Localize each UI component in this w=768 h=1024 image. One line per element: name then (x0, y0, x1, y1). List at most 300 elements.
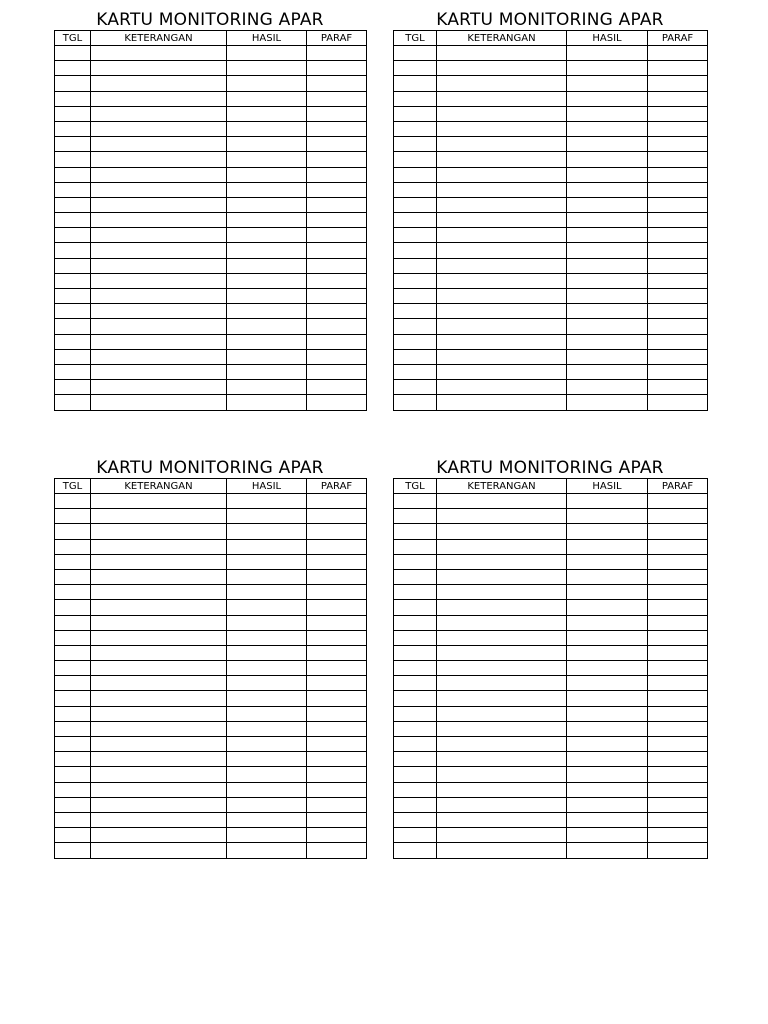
cell-hasil[interactable] (567, 539, 648, 554)
cell-hasil[interactable] (227, 213, 307, 228)
cell-paraf[interactable] (648, 585, 708, 600)
cell-hasil[interactable] (567, 91, 648, 106)
cell-hasil[interactable] (567, 121, 648, 136)
cell-paraf[interactable] (307, 304, 367, 319)
cell-tgl[interactable] (394, 121, 437, 136)
cell-keterangan[interactable] (91, 319, 227, 334)
cell-paraf[interactable] (307, 91, 367, 106)
cell-paraf[interactable] (648, 554, 708, 569)
cell-hasil[interactable] (227, 152, 307, 167)
cell-keterangan[interactable] (91, 106, 227, 121)
cell-hasil[interactable] (227, 228, 307, 243)
cell-paraf[interactable] (648, 661, 708, 676)
cell-paraf[interactable] (648, 258, 708, 273)
cell-hasil[interactable] (227, 395, 307, 410)
cell-tgl[interactable] (394, 645, 437, 660)
cell-keterangan[interactable] (437, 46, 567, 61)
cell-paraf[interactable] (307, 843, 367, 858)
cell-paraf[interactable] (648, 691, 708, 706)
cell-paraf[interactable] (307, 539, 367, 554)
cell-paraf[interactable] (648, 228, 708, 243)
cell-hasil[interactable] (567, 737, 648, 752)
cell-keterangan[interactable] (437, 661, 567, 676)
cell-tgl[interactable] (55, 61, 91, 76)
cell-hasil[interactable] (567, 182, 648, 197)
cell-tgl[interactable] (55, 843, 91, 858)
cell-hasil[interactable] (227, 364, 307, 379)
cell-tgl[interactable] (394, 600, 437, 615)
cell-keterangan[interactable] (437, 228, 567, 243)
cell-keterangan[interactable] (437, 554, 567, 569)
cell-paraf[interactable] (307, 676, 367, 691)
cell-paraf[interactable] (648, 509, 708, 524)
cell-keterangan[interactable] (437, 676, 567, 691)
cell-paraf[interactable] (648, 524, 708, 539)
cell-tgl[interactable] (55, 273, 91, 288)
cell-tgl[interactable] (55, 828, 91, 843)
cell-hasil[interactable] (227, 304, 307, 319)
cell-hasil[interactable] (227, 585, 307, 600)
cell-paraf[interactable] (648, 828, 708, 843)
cell-paraf[interactable] (307, 349, 367, 364)
cell-paraf[interactable] (648, 167, 708, 182)
cell-keterangan[interactable] (437, 91, 567, 106)
cell-paraf[interactable] (307, 554, 367, 569)
cell-keterangan[interactable] (91, 676, 227, 691)
cell-hasil[interactable] (567, 645, 648, 660)
cell-tgl[interactable] (394, 585, 437, 600)
cell-hasil[interactable] (567, 767, 648, 782)
cell-hasil[interactable] (227, 676, 307, 691)
cell-hasil[interactable] (227, 797, 307, 812)
cell-tgl[interactable] (394, 691, 437, 706)
cell-tgl[interactable] (394, 364, 437, 379)
cell-keterangan[interactable] (91, 289, 227, 304)
cell-tgl[interactable] (394, 258, 437, 273)
cell-tgl[interactable] (55, 630, 91, 645)
cell-keterangan[interactable] (437, 349, 567, 364)
cell-keterangan[interactable] (437, 524, 567, 539)
cell-paraf[interactable] (648, 843, 708, 858)
cell-hasil[interactable] (227, 721, 307, 736)
cell-paraf[interactable] (307, 600, 367, 615)
cell-hasil[interactable] (567, 630, 648, 645)
cell-keterangan[interactable] (91, 349, 227, 364)
cell-paraf[interactable] (648, 273, 708, 288)
cell-tgl[interactable] (394, 243, 437, 258)
cell-tgl[interactable] (394, 782, 437, 797)
cell-paraf[interactable] (307, 334, 367, 349)
cell-paraf[interactable] (307, 706, 367, 721)
cell-hasil[interactable] (227, 494, 307, 509)
cell-tgl[interactable] (55, 782, 91, 797)
cell-paraf[interactable] (648, 395, 708, 410)
cell-hasil[interactable] (567, 752, 648, 767)
cell-tgl[interactable] (394, 767, 437, 782)
cell-keterangan[interactable] (91, 569, 227, 584)
cell-paraf[interactable] (648, 304, 708, 319)
cell-hasil[interactable] (567, 106, 648, 121)
cell-keterangan[interactable] (437, 585, 567, 600)
cell-keterangan[interactable] (437, 721, 567, 736)
cell-keterangan[interactable] (91, 630, 227, 645)
cell-hasil[interactable] (567, 797, 648, 812)
cell-hasil[interactable] (227, 767, 307, 782)
cell-hasil[interactable] (567, 76, 648, 91)
cell-paraf[interactable] (648, 349, 708, 364)
cell-hasil[interactable] (567, 585, 648, 600)
cell-paraf[interactable] (307, 46, 367, 61)
cell-paraf[interactable] (307, 721, 367, 736)
cell-keterangan[interactable] (91, 767, 227, 782)
cell-keterangan[interactable] (91, 258, 227, 273)
cell-hasil[interactable] (567, 319, 648, 334)
cell-tgl[interactable] (55, 349, 91, 364)
cell-hasil[interactable] (567, 494, 648, 509)
cell-tgl[interactable] (394, 304, 437, 319)
cell-tgl[interactable] (55, 569, 91, 584)
cell-hasil[interactable] (227, 812, 307, 827)
cell-hasil[interactable] (567, 706, 648, 721)
cell-keterangan[interactable] (437, 752, 567, 767)
cell-tgl[interactable] (55, 585, 91, 600)
cell-paraf[interactable] (307, 661, 367, 676)
cell-hasil[interactable] (567, 676, 648, 691)
cell-hasil[interactable] (227, 539, 307, 554)
cell-keterangan[interactable] (91, 509, 227, 524)
cell-tgl[interactable] (55, 46, 91, 61)
cell-hasil[interactable] (227, 828, 307, 843)
cell-hasil[interactable] (227, 569, 307, 584)
cell-keterangan[interactable] (91, 76, 227, 91)
cell-hasil[interactable] (567, 691, 648, 706)
cell-hasil[interactable] (567, 569, 648, 584)
cell-tgl[interactable] (55, 600, 91, 615)
cell-hasil[interactable] (227, 645, 307, 660)
cell-tgl[interactable] (55, 494, 91, 509)
cell-tgl[interactable] (394, 812, 437, 827)
cell-keterangan[interactable] (91, 600, 227, 615)
cell-tgl[interactable] (394, 76, 437, 91)
cell-paraf[interactable] (648, 600, 708, 615)
cell-hasil[interactable] (567, 828, 648, 843)
cell-keterangan[interactable] (437, 843, 567, 858)
cell-tgl[interactable] (394, 509, 437, 524)
cell-keterangan[interactable] (91, 843, 227, 858)
cell-keterangan[interactable] (91, 304, 227, 319)
cell-hasil[interactable] (567, 600, 648, 615)
cell-paraf[interactable] (648, 137, 708, 152)
cell-paraf[interactable] (307, 273, 367, 288)
cell-paraf[interactable] (307, 152, 367, 167)
cell-keterangan[interactable] (91, 334, 227, 349)
cell-tgl[interactable] (55, 319, 91, 334)
cell-tgl[interactable] (55, 524, 91, 539)
cell-tgl[interactable] (394, 334, 437, 349)
cell-keterangan[interactable] (91, 273, 227, 288)
cell-keterangan[interactable] (91, 395, 227, 410)
cell-tgl[interactable] (394, 152, 437, 167)
cell-hasil[interactable] (227, 46, 307, 61)
cell-keterangan[interactable] (437, 494, 567, 509)
cell-tgl[interactable] (394, 539, 437, 554)
cell-keterangan[interactable] (437, 258, 567, 273)
cell-keterangan[interactable] (437, 273, 567, 288)
cell-keterangan[interactable] (437, 304, 567, 319)
cell-tgl[interactable] (55, 691, 91, 706)
cell-tgl[interactable] (394, 91, 437, 106)
cell-hasil[interactable] (227, 334, 307, 349)
cell-keterangan[interactable] (437, 615, 567, 630)
cell-hasil[interactable] (227, 509, 307, 524)
cell-tgl[interactable] (394, 273, 437, 288)
cell-hasil[interactable] (227, 167, 307, 182)
cell-hasil[interactable] (227, 258, 307, 273)
cell-tgl[interactable] (55, 676, 91, 691)
cell-paraf[interactable] (307, 76, 367, 91)
cell-keterangan[interactable] (437, 569, 567, 584)
cell-keterangan[interactable] (91, 91, 227, 106)
cell-keterangan[interactable] (437, 395, 567, 410)
cell-hasil[interactable] (567, 213, 648, 228)
cell-hasil[interactable] (227, 106, 307, 121)
cell-hasil[interactable] (227, 661, 307, 676)
cell-tgl[interactable] (55, 364, 91, 379)
cell-tgl[interactable] (55, 91, 91, 106)
cell-paraf[interactable] (648, 645, 708, 660)
cell-keterangan[interactable] (437, 213, 567, 228)
cell-tgl[interactable] (394, 843, 437, 858)
cell-tgl[interactable] (394, 494, 437, 509)
cell-hasil[interactable] (567, 152, 648, 167)
cell-paraf[interactable] (648, 630, 708, 645)
cell-paraf[interactable] (648, 737, 708, 752)
cell-tgl[interactable] (55, 243, 91, 258)
cell-hasil[interactable] (567, 721, 648, 736)
cell-tgl[interactable] (394, 46, 437, 61)
cell-tgl[interactable] (394, 828, 437, 843)
cell-paraf[interactable] (648, 364, 708, 379)
cell-keterangan[interactable] (91, 380, 227, 395)
cell-paraf[interactable] (648, 380, 708, 395)
cell-paraf[interactable] (307, 585, 367, 600)
cell-tgl[interactable] (394, 106, 437, 121)
cell-tgl[interactable] (55, 395, 91, 410)
cell-keterangan[interactable] (91, 182, 227, 197)
cell-paraf[interactable] (307, 167, 367, 182)
cell-paraf[interactable] (648, 615, 708, 630)
cell-tgl[interactable] (55, 258, 91, 273)
cell-paraf[interactable] (648, 676, 708, 691)
cell-paraf[interactable] (648, 76, 708, 91)
cell-tgl[interactable] (55, 289, 91, 304)
cell-hasil[interactable] (567, 137, 648, 152)
cell-tgl[interactable] (55, 334, 91, 349)
cell-keterangan[interactable] (91, 752, 227, 767)
cell-paraf[interactable] (648, 539, 708, 554)
cell-paraf[interactable] (648, 721, 708, 736)
cell-paraf[interactable] (307, 319, 367, 334)
cell-paraf[interactable] (307, 737, 367, 752)
cell-hasil[interactable] (227, 289, 307, 304)
cell-paraf[interactable] (307, 243, 367, 258)
cell-tgl[interactable] (55, 509, 91, 524)
cell-paraf[interactable] (648, 121, 708, 136)
cell-keterangan[interactable] (91, 554, 227, 569)
cell-hasil[interactable] (227, 197, 307, 212)
cell-keterangan[interactable] (91, 661, 227, 676)
cell-hasil[interactable] (567, 46, 648, 61)
cell-paraf[interactable] (307, 782, 367, 797)
cell-tgl[interactable] (394, 289, 437, 304)
cell-keterangan[interactable] (91, 137, 227, 152)
cell-paraf[interactable] (307, 289, 367, 304)
cell-paraf[interactable] (307, 61, 367, 76)
cell-tgl[interactable] (55, 182, 91, 197)
cell-keterangan[interactable] (437, 197, 567, 212)
cell-tgl[interactable] (394, 197, 437, 212)
cell-keterangan[interactable] (91, 243, 227, 258)
cell-tgl[interactable] (55, 645, 91, 660)
cell-keterangan[interactable] (437, 167, 567, 182)
cell-hasil[interactable] (567, 243, 648, 258)
cell-paraf[interactable] (648, 46, 708, 61)
cell-tgl[interactable] (55, 706, 91, 721)
cell-hasil[interactable] (567, 304, 648, 319)
cell-tgl[interactable] (394, 380, 437, 395)
cell-paraf[interactable] (307, 380, 367, 395)
cell-keterangan[interactable] (437, 152, 567, 167)
cell-hasil[interactable] (227, 706, 307, 721)
cell-hasil[interactable] (567, 509, 648, 524)
cell-tgl[interactable] (55, 797, 91, 812)
cell-tgl[interactable] (55, 380, 91, 395)
cell-hasil[interactable] (227, 843, 307, 858)
cell-keterangan[interactable] (91, 213, 227, 228)
cell-paraf[interactable] (648, 319, 708, 334)
cell-paraf[interactable] (648, 182, 708, 197)
cell-tgl[interactable] (55, 752, 91, 767)
cell-tgl[interactable] (55, 76, 91, 91)
cell-paraf[interactable] (648, 494, 708, 509)
cell-tgl[interactable] (394, 395, 437, 410)
cell-hasil[interactable] (227, 380, 307, 395)
cell-hasil[interactable] (567, 273, 648, 288)
cell-tgl[interactable] (394, 137, 437, 152)
cell-tgl[interactable] (394, 349, 437, 364)
cell-tgl[interactable] (55, 304, 91, 319)
cell-hasil[interactable] (227, 182, 307, 197)
cell-hasil[interactable] (227, 630, 307, 645)
cell-tgl[interactable] (394, 615, 437, 630)
cell-tgl[interactable] (394, 737, 437, 752)
cell-hasil[interactable] (567, 334, 648, 349)
cell-keterangan[interactable] (437, 509, 567, 524)
cell-paraf[interactable] (307, 691, 367, 706)
cell-hasil[interactable] (567, 661, 648, 676)
cell-paraf[interactable] (307, 494, 367, 509)
cell-tgl[interactable] (394, 319, 437, 334)
cell-hasil[interactable] (227, 737, 307, 752)
cell-tgl[interactable] (55, 137, 91, 152)
cell-keterangan[interactable] (91, 197, 227, 212)
cell-keterangan[interactable] (437, 364, 567, 379)
cell-paraf[interactable] (307, 228, 367, 243)
cell-keterangan[interactable] (91, 782, 227, 797)
cell-keterangan[interactable] (91, 228, 227, 243)
cell-tgl[interactable] (394, 554, 437, 569)
cell-keterangan[interactable] (437, 182, 567, 197)
cell-paraf[interactable] (648, 812, 708, 827)
cell-paraf[interactable] (307, 645, 367, 660)
cell-paraf[interactable] (648, 91, 708, 106)
cell-tgl[interactable] (55, 167, 91, 182)
cell-hasil[interactable] (567, 843, 648, 858)
cell-paraf[interactable] (648, 197, 708, 212)
cell-paraf[interactable] (648, 706, 708, 721)
cell-keterangan[interactable] (437, 61, 567, 76)
cell-tgl[interactable] (394, 630, 437, 645)
cell-keterangan[interactable] (437, 645, 567, 660)
cell-paraf[interactable] (307, 258, 367, 273)
cell-tgl[interactable] (55, 197, 91, 212)
cell-keterangan[interactable] (437, 706, 567, 721)
cell-paraf[interactable] (648, 243, 708, 258)
cell-keterangan[interactable] (437, 782, 567, 797)
cell-tgl[interactable] (394, 721, 437, 736)
cell-hasil[interactable] (567, 782, 648, 797)
cell-paraf[interactable] (648, 569, 708, 584)
cell-keterangan[interactable] (91, 615, 227, 630)
cell-keterangan[interactable] (437, 243, 567, 258)
cell-keterangan[interactable] (91, 364, 227, 379)
cell-tgl[interactable] (55, 152, 91, 167)
cell-paraf[interactable] (307, 797, 367, 812)
cell-paraf[interactable] (307, 569, 367, 584)
cell-hasil[interactable] (227, 137, 307, 152)
cell-keterangan[interactable] (437, 691, 567, 706)
cell-keterangan[interactable] (437, 737, 567, 752)
cell-hasil[interactable] (567, 615, 648, 630)
cell-hasil[interactable] (567, 395, 648, 410)
cell-tgl[interactable] (55, 615, 91, 630)
cell-hasil[interactable] (227, 554, 307, 569)
cell-hasil[interactable] (567, 380, 648, 395)
cell-tgl[interactable] (55, 661, 91, 676)
cell-paraf[interactable] (648, 782, 708, 797)
cell-keterangan[interactable] (437, 539, 567, 554)
cell-keterangan[interactable] (437, 106, 567, 121)
cell-paraf[interactable] (648, 61, 708, 76)
cell-keterangan[interactable] (437, 121, 567, 136)
cell-tgl[interactable] (394, 676, 437, 691)
cell-hasil[interactable] (567, 258, 648, 273)
cell-tgl[interactable] (394, 524, 437, 539)
cell-keterangan[interactable] (91, 539, 227, 554)
cell-tgl[interactable] (394, 228, 437, 243)
cell-tgl[interactable] (55, 767, 91, 782)
cell-paraf[interactable] (307, 630, 367, 645)
cell-tgl[interactable] (55, 721, 91, 736)
cell-hasil[interactable] (227, 91, 307, 106)
cell-hasil[interactable] (227, 691, 307, 706)
cell-tgl[interactable] (394, 752, 437, 767)
cell-tgl[interactable] (55, 121, 91, 136)
cell-tgl[interactable] (55, 213, 91, 228)
cell-paraf[interactable] (307, 828, 367, 843)
cell-keterangan[interactable] (91, 46, 227, 61)
cell-keterangan[interactable] (437, 797, 567, 812)
